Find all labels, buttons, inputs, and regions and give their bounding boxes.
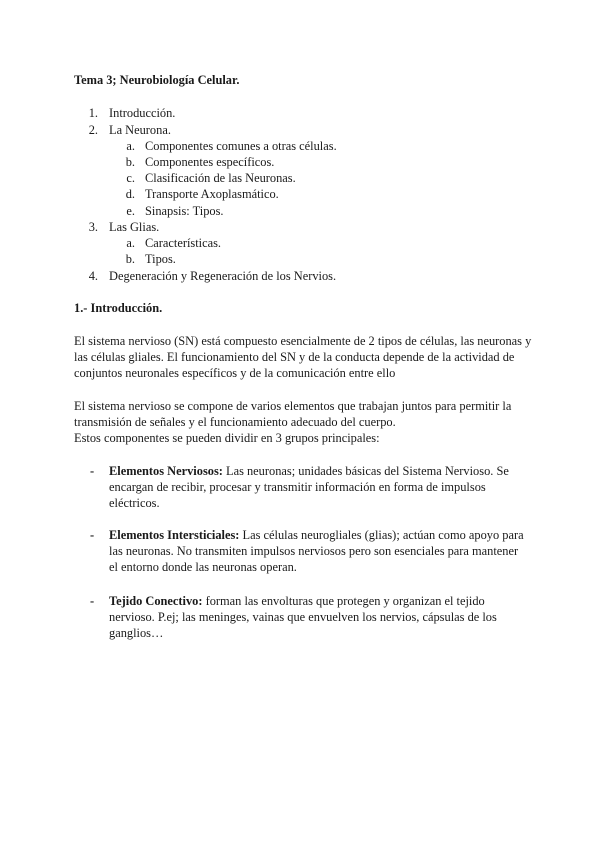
bullet-dash: - [90,594,95,608]
toc-number: 3. [88,220,98,234]
toc-text: Las Glias. [109,220,160,234]
toc-number: 1. [88,106,98,120]
toc-number: c. [126,171,135,185]
toc-text: Degeneración y Regeneración de los Nervios. [109,269,337,283]
toc-text: Introducción. [109,106,176,120]
toc-number: a. [126,139,135,153]
toc-number: b. [125,252,135,266]
toc-text: Componentes específicos. [145,155,275,169]
toc-number: e. [126,204,135,218]
paragraph: El sistema nervioso se compone de varios elementos que trabajan juntos para permitir la transmisión de señales y el funcionamiento adecuado del cuerpo. [74,399,512,429]
toc-text: Características. [145,236,222,250]
toc-text: Clasificación de las Neuronas. [145,171,296,185]
toc-text: Transporte Axoplasmático. [145,187,279,201]
toc-text: La Neurona. [109,123,171,137]
bullet-dash: - [90,528,95,542]
toc-number: 2. [88,123,98,137]
bullet-term: Elementos Nerviosos: [109,464,223,478]
paragraph: El sistema nervioso (SN) está compuesto esencialmente de 2 tipos de células, las neuronas y las células gliales. El funcionamiento del SN y de la conducta depende de la actividad de conjuntos neuronales específicos y de la comunicación entre ello [74,334,532,380]
toc-text: Sinapsis: Tipos. [145,204,224,218]
bullet-description: Las células neurogliales (glias); actúan como apoyo para las neuronas. No transmiten impulsos nerviosos pero son esenciales para mantener el entorno donde las neuronas operan. [109,528,524,574]
toc-text: Componentes comunes a otras células. [145,139,337,153]
section-heading: 1.- Introducción. [74,301,163,315]
toc-number: d. [125,187,135,201]
bullet-term: Tejido Conectivo: [109,594,203,608]
document-title: Tema 3; Neurobiología Celular. [74,73,240,87]
toc-number: a. [126,236,135,250]
toc-number: b. [125,155,135,169]
paragraph: Estos componentes se pueden dividir en 3 grupos principales: [74,431,380,445]
bullet-text [109,593,529,641]
toc-text: Tipos. [145,252,176,266]
bullet-text [109,463,529,511]
bullet-description: Las neuronas; unidades básicas del Sistema Nervioso. Se encargan de recibir, procesar y transmitir información en forma de impulsos eléctricos. [109,464,509,510]
toc-number: 4. [88,269,98,283]
bullet-description: forman las envolturas que protegen y organizan el tejido nervioso. P.ej; las meninges, vainas que envuelven los nervios, cápsulas de los ganglios… [109,594,497,640]
bullet-dash: - [90,464,95,478]
bullet-term: Elementos Intersticiales: [109,528,240,542]
bullet-text [109,527,529,575]
